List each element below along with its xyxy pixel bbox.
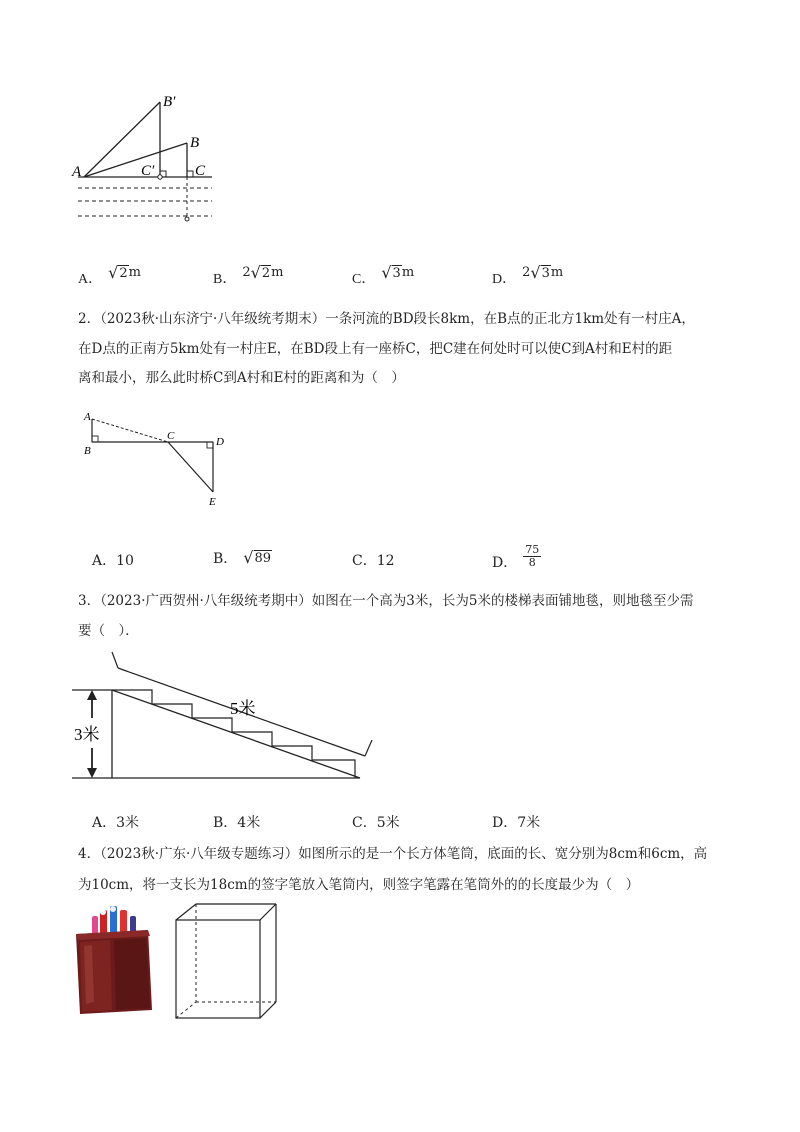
q2-figure	[80, 410, 240, 515]
option-letter: A．	[78, 272, 103, 287]
q2-text-line-2: 在D点的正南方5km处有一村庄E，在BD段上有一座桥C，把C建在何处时可以使C到A村和E村的距	[78, 341, 673, 357]
label-b-prime: B′	[163, 94, 176, 110]
radicand: 89	[254, 550, 272, 566]
option-text: A．3米	[92, 815, 140, 831]
q2-option-a[interactable]	[92, 550, 134, 570]
q1-option-a[interactable]	[78, 258, 141, 288]
q2-options	[0, 540, 800, 580]
q3-staircase-figure	[70, 650, 390, 790]
q1-options	[0, 258, 800, 298]
sqrt-expression	[243, 547, 272, 567]
sqrt-expression	[242, 262, 284, 282]
q3-label-height: 3米	[74, 725, 100, 744]
unit: m	[550, 264, 564, 280]
q3-option-c[interactable]	[352, 812, 400, 832]
q2-text-line-1: 2．（2023秋·山东济宁·八年级统考期末）一条河流的BD段长8km，在B点的正北方1km处有一村庄A，	[78, 311, 695, 327]
label-b: B	[190, 135, 200, 151]
q2-label-c: C	[167, 430, 175, 442]
denominator: 8	[528, 555, 536, 569]
unit: m	[271, 264, 284, 280]
q3-text-line-2: 要（ ）．	[78, 623, 139, 639]
option-letter: B．	[213, 272, 237, 287]
q4-text-line-1: 4．（2023秋·广东·八年级专题练习）如图所示的是一个长方体笔筒，底面的长、宽分别为8cm和6cm，高	[78, 846, 708, 862]
q3-text-line-1: 3．（2023·广西贺州·八年级统考期中）如图在一个高为3米，长为5米的楼梯表面铺地毯，则地毯至少需	[78, 593, 694, 609]
option-text: C．5米	[352, 815, 400, 831]
label-c-prime: C′	[141, 163, 155, 179]
sqrt-icon: √	[108, 262, 119, 282]
q2-option-d[interactable]	[492, 540, 541, 572]
label-a: A	[72, 164, 82, 180]
q2-label-e: E	[209, 496, 216, 508]
fraction	[523, 544, 541, 569]
option-text: C．12	[352, 553, 395, 569]
option-letter: D．	[492, 555, 518, 571]
unit: m	[128, 264, 141, 280]
sqrt-icon: √	[250, 262, 261, 282]
q1-option-c[interactable]	[352, 258, 414, 288]
q2-text-line-3: 离和最小，那么此时桥C到A村和E村的距离和为（ ）	[78, 370, 405, 386]
q2-label-b: B	[84, 445, 91, 457]
unit: m	[401, 264, 415, 280]
q1-option-d[interactable]	[492, 258, 563, 288]
pen-holder-photo	[70, 902, 160, 1017]
q2-label-d: D	[216, 436, 224, 448]
option-letter: D．	[492, 272, 517, 287]
option-text: A．10	[92, 553, 134, 569]
radicand: 3	[392, 265, 401, 281]
q2-option-b[interactable]	[213, 548, 272, 568]
q2-option-c[interactable]	[352, 550, 395, 570]
q1-option-b[interactable]	[213, 258, 283, 288]
q3-option-b[interactable]	[213, 812, 260, 832]
numerator: 75	[525, 542, 540, 556]
q2-label-a: A	[84, 411, 91, 423]
option-text: B．4米	[213, 815, 261, 831]
sqrt-icon: √	[243, 547, 254, 567]
sqrt-icon: √	[530, 262, 541, 282]
q3-option-a[interactable]	[92, 812, 139, 832]
radicand: 3	[541, 265, 550, 281]
sqrt-expression	[108, 262, 141, 282]
q3-label-length: 5米	[230, 699, 256, 718]
radicand: 2	[261, 265, 271, 281]
q3-option-d[interactable]	[492, 812, 540, 832]
coefficient: 2	[522, 264, 531, 280]
option-letter: B．	[213, 551, 238, 567]
cuboid-diagram	[172, 902, 282, 1024]
figure-1-diagram	[70, 90, 230, 230]
sqrt-icon: √	[381, 262, 392, 282]
label-c: C	[195, 163, 206, 179]
radicand: 2	[119, 265, 128, 281]
option-letter: C．	[352, 272, 376, 287]
q4-text-line-2: 为10cm，将一支长为18cm的签字笔放入笔筒内，则签字笔露在笔筒外的的长度最少为（ ）	[78, 877, 640, 893]
sqrt-expression	[522, 262, 564, 282]
coefficient: 2	[242, 264, 251, 280]
sqrt-expression	[381, 262, 415, 282]
option-text: D．7米	[492, 815, 541, 831]
